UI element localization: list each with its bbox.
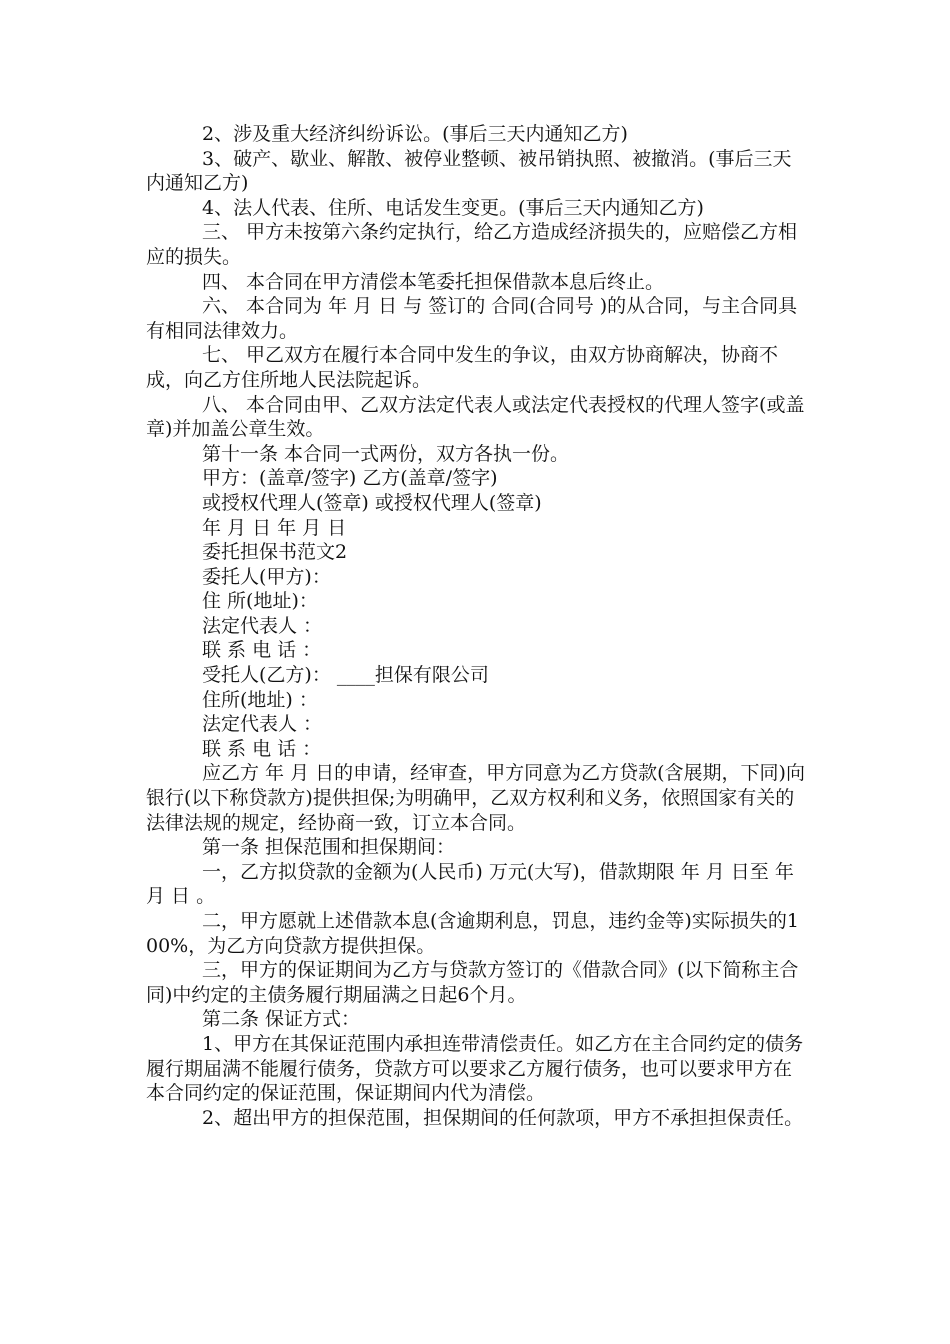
paragraph: 三、 甲方未按第六条约定执行，给乙方造成经济损失的，应赔偿乙方相应的损失。 bbox=[146, 221, 798, 268]
paragraph: 八、 本合同由甲、乙双方法定代表人或法定代表授权的代理人签字(或盖章)并加盖公章生效。 bbox=[146, 393, 805, 441]
party-field: 受托人(乙方)： ____担保有限公司 bbox=[202, 664, 489, 687]
paragraph: 七、 甲乙双方在履行本合同中发生的争议，由双方协商解决，协商不成，向乙方住所地人民法院起诉。 bbox=[146, 344, 779, 391]
clause-heading: 第十一条 本合同一式两份，双方各执一份。 bbox=[202, 442, 570, 465]
party-field: 住 所(地址)： bbox=[202, 590, 318, 613]
paragraph: 1、甲方在其保证范围内承担连带清偿责任。如乙方在主合同约定的债务履行期届满不能履行债务，贷款方可以要求乙方履行债务，也可以要求甲方在本合同约定的保证范围，保证期间内代为清偿。 bbox=[146, 1032, 804, 1105]
paragraph: 二，甲方愿就上述借款本息(含逾期利息，罚息，违约金等)实际损失的100%，为乙方向贷款方提供担保。 bbox=[146, 910, 799, 957]
party-field: 法定代表人 ： bbox=[202, 614, 323, 637]
party-field: 联 系 电 话 ： bbox=[202, 737, 322, 760]
paragraph: 3、破产、歇业、解散、被停业整顿、被吊销执照、被撤消。(事后三天内通知乙方) bbox=[146, 147, 792, 195]
document-body bbox=[146, 122, 810, 1130]
paragraph: 2、超出甲方的担保范围，担保期间的任何款项，甲方不承担担保责任。 bbox=[202, 1106, 804, 1129]
paragraph: 三，甲方的保证期间为乙方与贷款方签订的《借款合同》(以下简称主合同)中约定的主债务履行期届满之日起6个月。 bbox=[146, 959, 799, 1006]
paragraph: 4、法人代表、住所、电话发生变更。(事后三天内通知乙方) bbox=[202, 196, 704, 219]
section-title: 委托担保书范文2 bbox=[202, 541, 348, 564]
party-field: 住所(地址) ： bbox=[202, 688, 318, 711]
date-line: 年 月 日 年 月 日 bbox=[202, 516, 347, 539]
paragraph: 四、 本合同在甲方清偿本笔委托担保借款本息后终止。 bbox=[202, 270, 665, 293]
paragraph: 六、 本合同为 年 月 日 与 签订的 合同(合同号 )的从合同，与主合同具有相同法律效力。 bbox=[146, 295, 798, 342]
party-field: 委托人(甲方)： bbox=[202, 565, 331, 588]
clause-heading: 第二条 保证方式： bbox=[202, 1008, 361, 1031]
clause-heading: 第一条 担保范围和担保期间： bbox=[202, 836, 456, 859]
paragraph: 应乙方 年 月 日的申请，经审查，甲方同意为乙方贷款(含展期，下同)向银行(以下称贷款方)提供担保;为明确甲，乙双方权利和义务，依照国家有关的法律法规的规定，经协商一致，订立本合同。 bbox=[146, 762, 805, 834]
signature-line: 或授权代理人(签章) 或授权代理人(签章) bbox=[202, 491, 542, 514]
paragraph: 2、涉及重大经济纠纷诉讼。(事后三天内通知乙方) bbox=[202, 123, 628, 145]
paragraph: 一，乙方拟贷款的金额为(人民币) 万元(大写)，借款期限 年 月 日至 年 月 日 。 bbox=[146, 860, 800, 908]
party-field: 联 系 电 话 ： bbox=[202, 639, 322, 662]
party-field: 法定代表人 ： bbox=[202, 713, 323, 736]
signature-line: 甲方：(盖章/签字) 乙方(盖章/签字) bbox=[202, 467, 498, 490]
